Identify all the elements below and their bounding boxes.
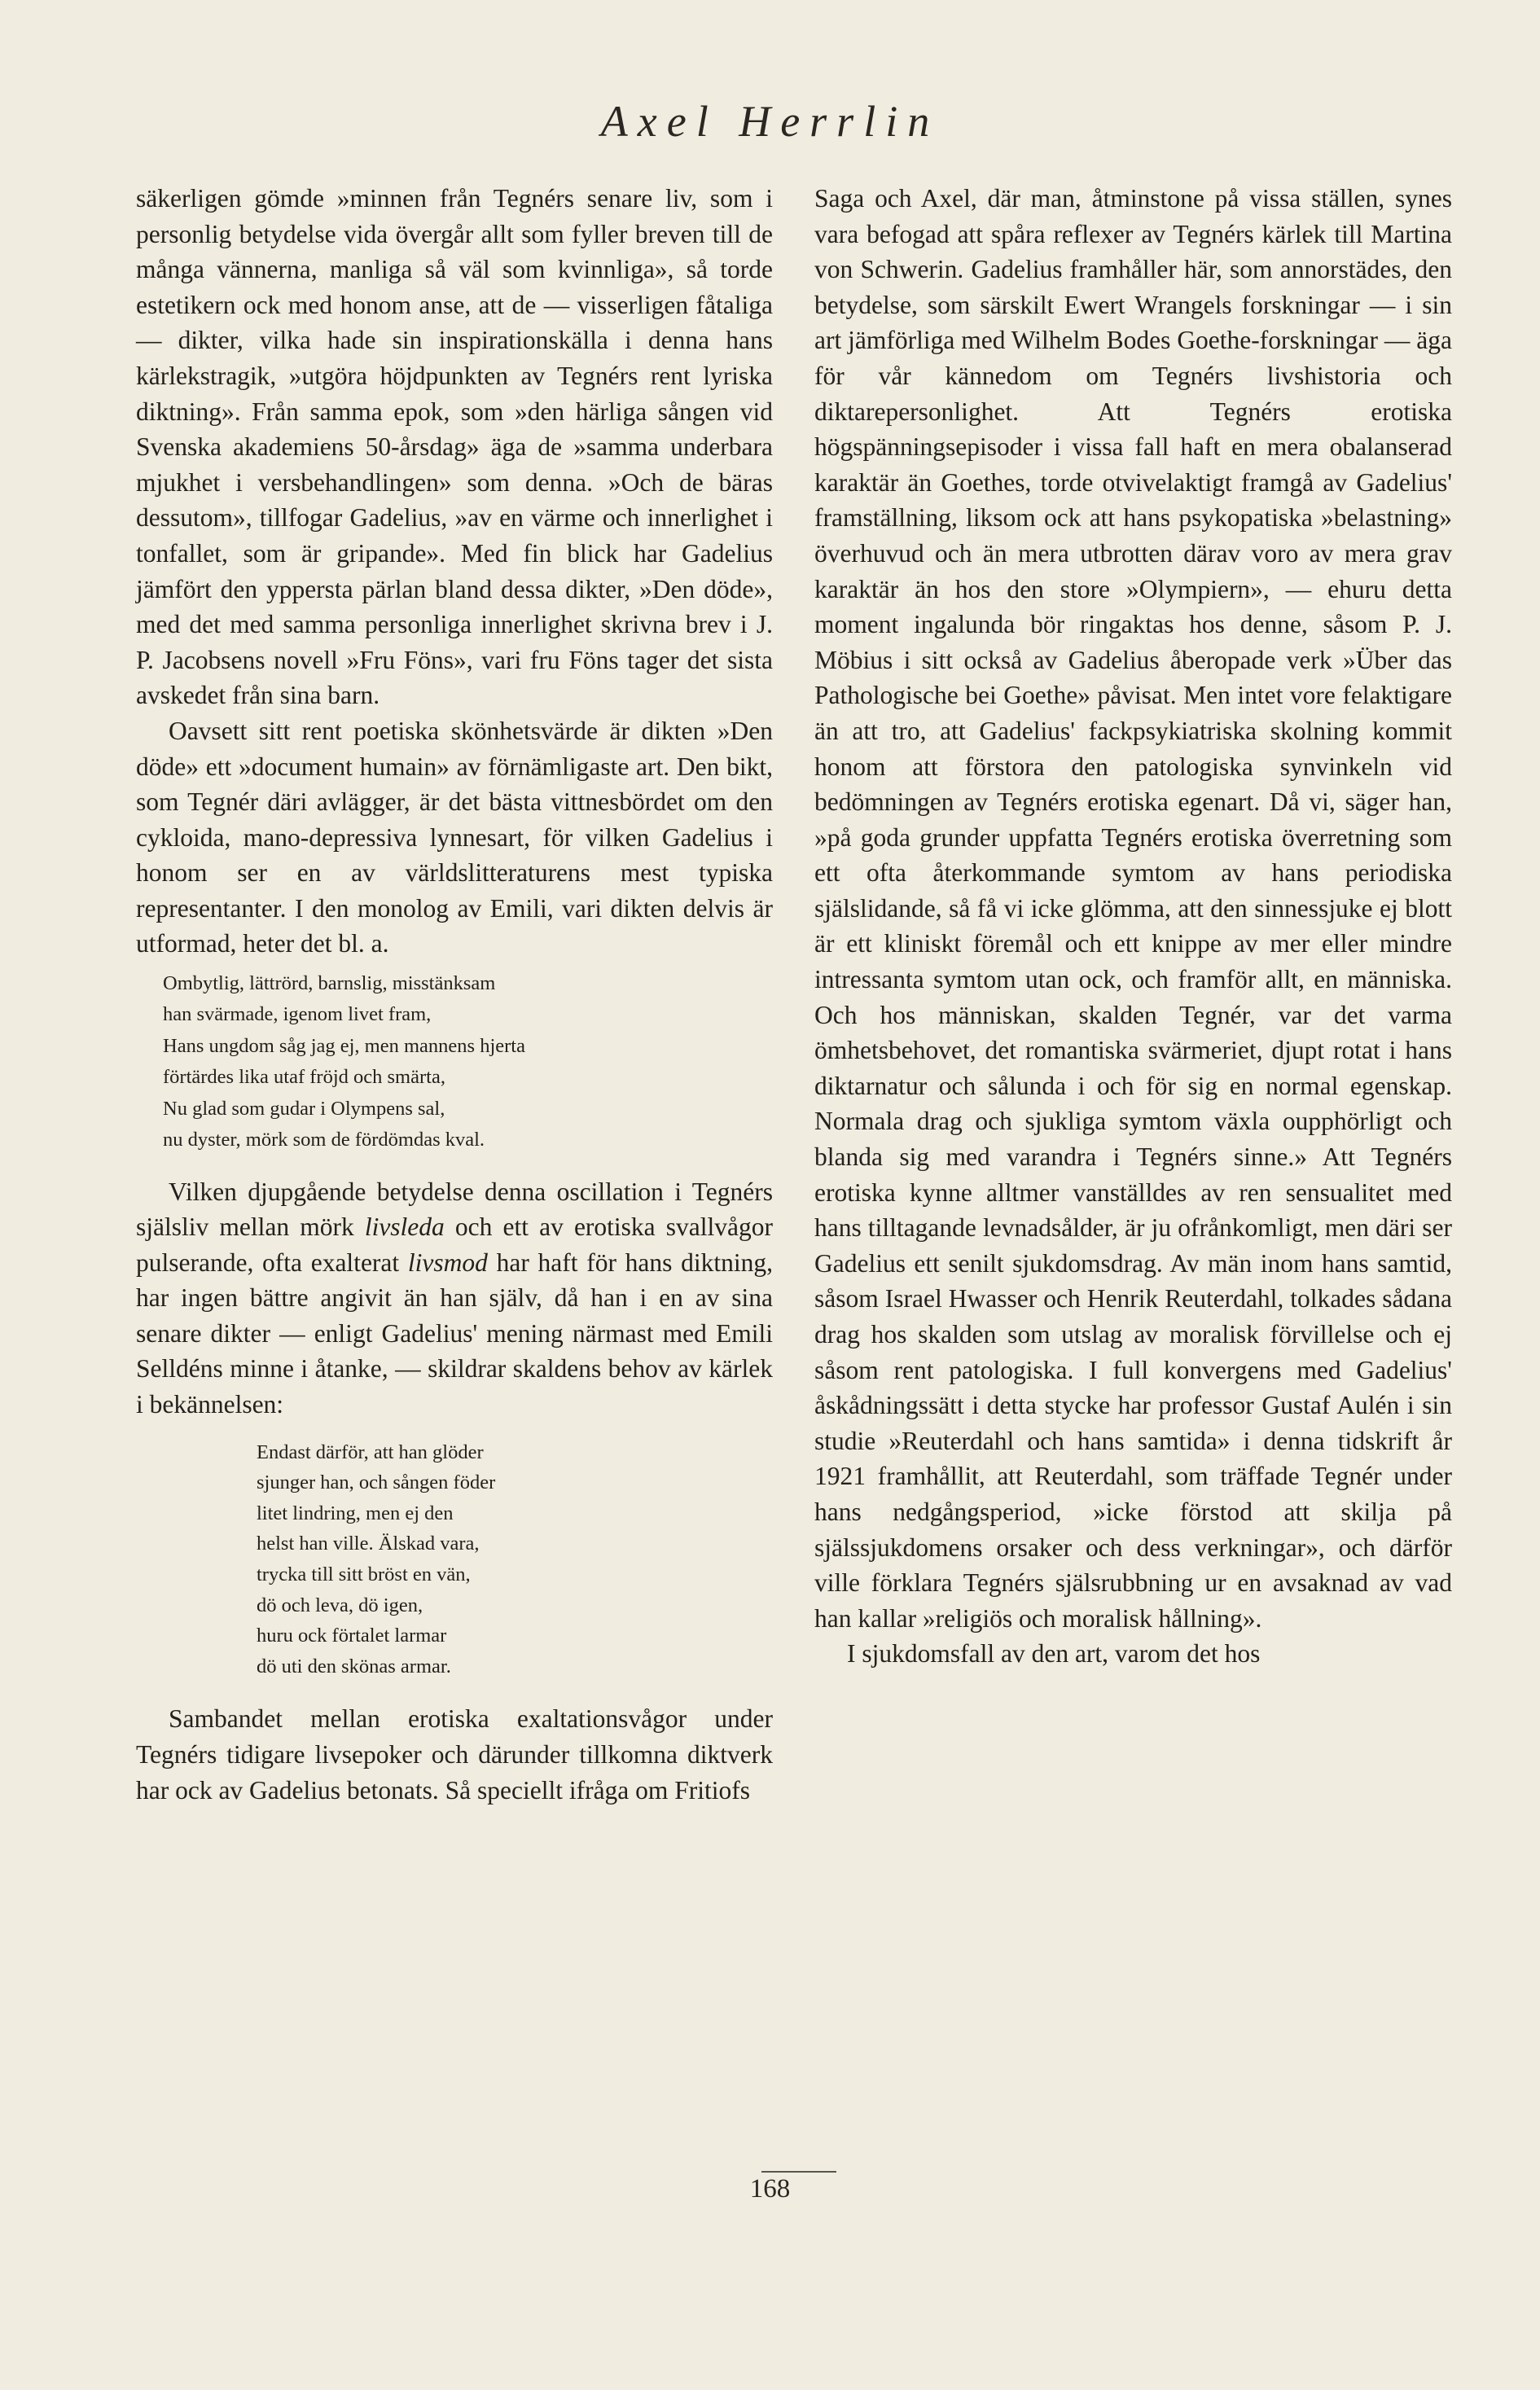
poem-line: huru ock förtalet larmar bbox=[257, 1625, 447, 1647]
running-title: Axel Herrlin bbox=[600, 97, 940, 146]
poem-den-dode bbox=[163, 968, 773, 1156]
page-number-rule bbox=[761, 2171, 836, 2173]
poem-line: Hans ungdom såg jag ej, men mannens hjerta bbox=[163, 1034, 525, 1057]
left-paragraph-3 bbox=[136, 1174, 773, 1423]
poem-line: förtärdes lika utaf fröjd och smärta, bbox=[163, 1066, 445, 1089]
poem-line: helst han ville. Älskad vara, bbox=[257, 1533, 480, 1555]
text-run: och ett av erotiska svallvågor pulserande, ofta exalterat bbox=[136, 1213, 773, 1277]
left-paragraph-4: Sambandet mellan erotiska exaltationsvågor under Tegnérs tidigare livsepoker och därunder tillkomna diktverk har ock av Gadelius betonats. Så speciellt ifråga om Fritiofs bbox=[136, 1704, 773, 1805]
italic-term: livsmod bbox=[407, 1248, 488, 1277]
left-paragraph-2: Oavsett sitt rent poetiska skönhetsvärde är dikten »Den döde» ett »document humain» av förnämligaste art. Den bikt, som Tegnér däri avlägger, är det bästa vittnesbördet om den cykloida, mano-depressiva lynnesart, för vilken Gadelius i honom ser en av världslitteraturens mest typiska representanter. I den monolog av Emili, vari dikten delvis är utformad, heter det bl. a. bbox=[136, 716, 773, 958]
poem-line: Ombytlig, lättrörd, barnslig, misstänksam bbox=[163, 972, 496, 995]
right-column bbox=[814, 181, 1452, 1672]
left-paragraph-1: säkerligen gömde »minnen från Tegnérs senare liv, som i personlig betydelse vida övergår allt som fyller breven till de många vännerna, manliga så väl som kvinnliga», så torde estetikern ock med honom anse, att de — visserligen fåtaliga — dikter, vilka hade sin inspirationskälla i denna hans kärlekstragik, »utgöra höjdpunkten av Tegnérs rent lyriska diktning». Från samma epok, som »den härliga sången vid Svenska akademiens 50-årsdag» äga de »samma underbara mjukhet i versbehandlingen» som denna. »Och de bäras dessutom», tillfogar Gadelius, »av en värme och innerlighet i tonfallet, som är gripande». Med fin blick har Gadelius jämfört den yppersta pärlan bland dessa dikter, »Den döde», med det med samma personliga innerlighet skrivna brev i J. P. Jacobsens novell »Fru Föns», vari fru Föns tager det sista avskedet från sina barn. bbox=[136, 184, 773, 710]
poem-line: dö och leva, dö igen, bbox=[257, 1594, 423, 1616]
poem-line: trycka till sitt bröst en vän, bbox=[257, 1563, 471, 1586]
poem-line: Endast därför, att han glöder bbox=[257, 1441, 484, 1463]
poem-line: sjunger han, och sången föder bbox=[257, 1471, 496, 1494]
right-paragraph-1: Saga och Axel, där man, åtminstone på vissa ställen, synes vara befogad att spåra reflexer av Tegnérs kärlek till Martina von Schwerin. Gadelius framhåller här, som annorstädes, den betydelse, som särskilt Ewert Wrangels forskningar — i sin art jämförliga med Wilhelm Bodes Goethe-forskningar — äga för vår kännedom om Tegnérs livshistoria och diktarepersonlighet. Att Tegnérs erotiska högspänningsepisoder i vissa fall haft en mera obalanserad karaktär än Goethes, torde otvivelaktigt framgå av Gadelius' framställning, liksom ock att hans psykopatiska »belastning» överhuvud och än mera utbrotten därav voro av mera grav karaktär än hos den store »Olympiern», — ehuru detta moment ingalunda bör ringaktas hos denne, såsom P. J. Möbius i sitt också av Gadelius åberopade verk »Über das Pathologische bei Goethe» påvisat. Men intet vore felaktigare än att tro, att Gadelius' fackpsykiatriska skolning kommit honom att förstora den patologiska synvinkeln vid bedömningen av Tegnérs erotiska egenart. Då vi, säger han, »på goda grunder uppfatta Tegnérs erotiska överretning som ett ofta återkommande symtom av hans periodiska själslidande, så få vi icke glömma, att den sinnessjuke ej blott är ett kliniskt föremål och ett knippe av mer eller mindre intressanta symtom utan ock, och framför allt, en människa. Och hos människan, skalden Tegnér, var det varma ömhetsbehovet, det romantiska svärmeriet, djupt rotat i hans diktarnatur och sålunda i och för sig en normal egenskap. Normala drag och sjukliga symtom växla oupphörligt och blanda sig med varandra i Tegnérs sinne.» Att Tegnérs erotiska kynne alltmer vanställdes av ren sensualitet med hans tilltagande levnadsålder, är ju ofrånkomligt, men däri ser Gadelius ett senilt sjukdomsdrag. Av män inom hans samtid, såsom Israel Hwasser och Henrik Reuterdahl, tolkades sådana drag hos skalden som utslag av moralisk förvillelse och ej såsom rent patologiska. I full konvergens med Gadelius' åskådningssätt i detta stycke har professor Gustaf Aulén i sin studie »Reuterdahl och hans samtida» i denna tidskrift år 1921 framhållit, att Reuterdahl, som träffade Tegnér under hans nedgångsperiod, »icke förstod att skilja på själssjukdomens orsaker och dess verkningar», och därför ville förklara Tegnérs själsrubbning ur en avsaknad av vad han kallar »religiös och moralisk hållning». bbox=[814, 184, 1452, 1633]
left-column bbox=[136, 181, 773, 1808]
poem-line: nu dyster, mörk som de fördömdas kval. bbox=[163, 1129, 485, 1151]
poem-line: litet lindring, men ej den bbox=[257, 1502, 454, 1524]
poem-bekannelsen bbox=[257, 1437, 773, 1682]
text-run: har haft för hans diktning, har ingen bättre angivit än han själv, då han i en av sina senare dikter — enligt Gadelius' mening närmast med Emili Selldéns minne i åtanke, — skildrar skaldens behov av kärlek i bekännelsen: bbox=[136, 1248, 774, 1419]
poem-line: Nu glad som gudar i Olympens sal, bbox=[163, 1097, 445, 1120]
poem-line: dö uti den skönas armar. bbox=[257, 1655, 451, 1677]
text-run: Vilken djupgående betydelse denna oscillation i Tegnérs själsliv mellan mörk bbox=[136, 1177, 773, 1242]
poem-line: han svärmade, igenom livet fram, bbox=[163, 1003, 432, 1026]
italic-term: livsleda bbox=[364, 1213, 445, 1242]
right-paragraph-2: I sjukdomsfall av den art, varom det hos bbox=[847, 1639, 1261, 1669]
page-number: 168 bbox=[749, 2174, 791, 2204]
